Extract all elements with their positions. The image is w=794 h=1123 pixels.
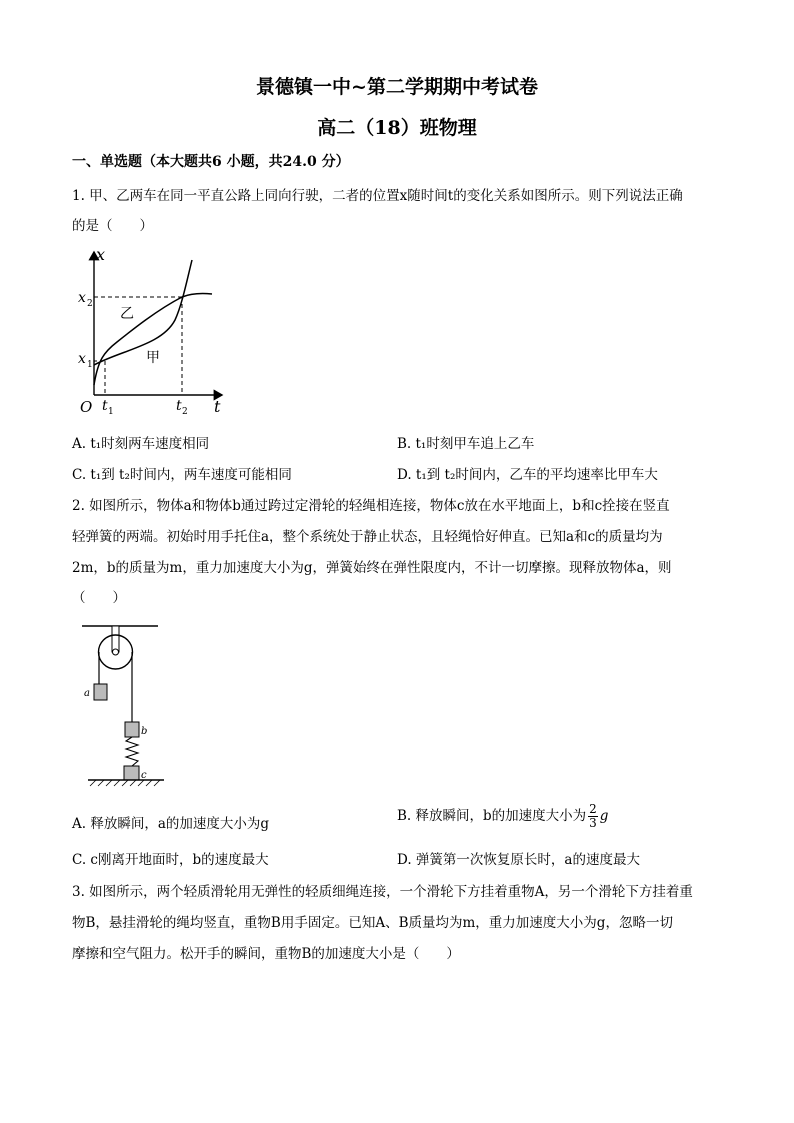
q2-stem-line3: 2m，b的质量为m，重力加速度大小为g，弹簧始终在弹性限度内，不计一切摩擦。现释放物体a，则 [72, 560, 672, 576]
q1-option-c[interactable]: C. t₁到 t₂时间内，两车速度可能相同 [72, 467, 292, 483]
x2-label: x [78, 290, 86, 306]
exam-title: 景德镇一中~第二学期期中考试卷 [256, 76, 538, 98]
q1-option-a[interactable]: A. t₁时刻两车速度相同 [72, 436, 210, 452]
t2-subscript: 2 [182, 407, 188, 417]
gravity-symbol: g [599, 808, 609, 824]
q2-stem-line4: （ ） [72, 590, 126, 606]
block-c-label: c [141, 770, 147, 781]
section-heading: 一、单选题（本大题共6 小题，共24.0 分） [72, 154, 350, 170]
origin-label: O [80, 398, 93, 416]
q2-option-c[interactable]: C. c刚离开地面时，b的速度最大 [72, 852, 269, 868]
fraction-denominator: 3 [589, 816, 597, 830]
block-c [124, 766, 139, 780]
q2-option-d[interactable]: D. 弹簧第一次恢复原长时，a的速度最大 [397, 852, 640, 868]
fraction-numerator: 2 [589, 802, 597, 816]
pulley-support [112, 626, 119, 652]
x-axis-label: x [96, 245, 106, 264]
q2-pulley-spring-figure [82, 618, 164, 788]
q2-option-b[interactable] [397, 803, 608, 830]
q3-stem-line1: 3. 如图所示，两个轻质滑轮用无弹性的轻质细绳连接，一个滑轮下方挂着重物A，另一个滑轮下方挂着重 [72, 884, 693, 900]
pulley-axle [113, 649, 119, 655]
x2-subscript: 2 [87, 299, 93, 309]
ground-hatching [90, 780, 160, 786]
q2-stem-line1: 2. 如图所示，物体a和物体b通过跨过定滑轮的轻绳相连接，物体c放在水平地面上，b和c拴接在竖直 [72, 498, 670, 514]
q2-option-b-text: B. 释放瞬间，b的加速度大小为 [397, 808, 587, 824]
q2-option-a[interactable]: A. 释放瞬间，a的加速度大小为g [72, 816, 270, 832]
block-a-label: a [84, 688, 90, 699]
x1-subscript: 1 [87, 360, 93, 370]
block-b-label: b [141, 726, 148, 737]
exam-subtitle: 高二（18）班物理 [317, 117, 477, 139]
q3-stem-line2: 物B，悬挂滑轮的绳均竖直，重物B用手固定。已知A、B质量均为m，重力加速度大小为g，忽略一切 [72, 915, 673, 931]
t1-label: t [102, 398, 108, 414]
spring [126, 737, 138, 766]
q1-stem-line2: 的是（ ） [72, 218, 153, 234]
curve-jia-label: 甲 [146, 350, 160, 366]
x1-label: x [78, 351, 86, 367]
t1-subscript: 1 [108, 407, 114, 417]
q1-position-time-graph [72, 240, 232, 418]
t-axis-label: t [214, 397, 221, 416]
q3-stem-line3: 摩擦和空气阻力。松开手的瞬间，重物B的加速度大小是（ ） [72, 946, 460, 962]
curve-yi-label: 乙 [120, 306, 134, 322]
t2-label: t [176, 398, 182, 414]
curve-yi [94, 293, 212, 385]
q1-option-d[interactable]: D. t₁到 t₂时间内，乙车的平均速率比甲车大 [397, 467, 658, 483]
block-b [125, 722, 139, 737]
block-a [94, 684, 107, 700]
q2-stem-line2: 轻弹簧的两端。初始时用手托住a，整个系统处于静止状态，且轻绳恰好伸直。已知a和c的质量均为 [72, 529, 663, 545]
q1-option-b[interactable]: B. t₁时刻甲车追上乙车 [397, 436, 535, 452]
fraction-two-thirds [588, 803, 598, 830]
q1-stem-line1: 1. 甲、乙两车在同一平直公路上同向行驶，二者的位置x随时间t的变化关系如图所示。则下列说法正确 [72, 188, 683, 204]
